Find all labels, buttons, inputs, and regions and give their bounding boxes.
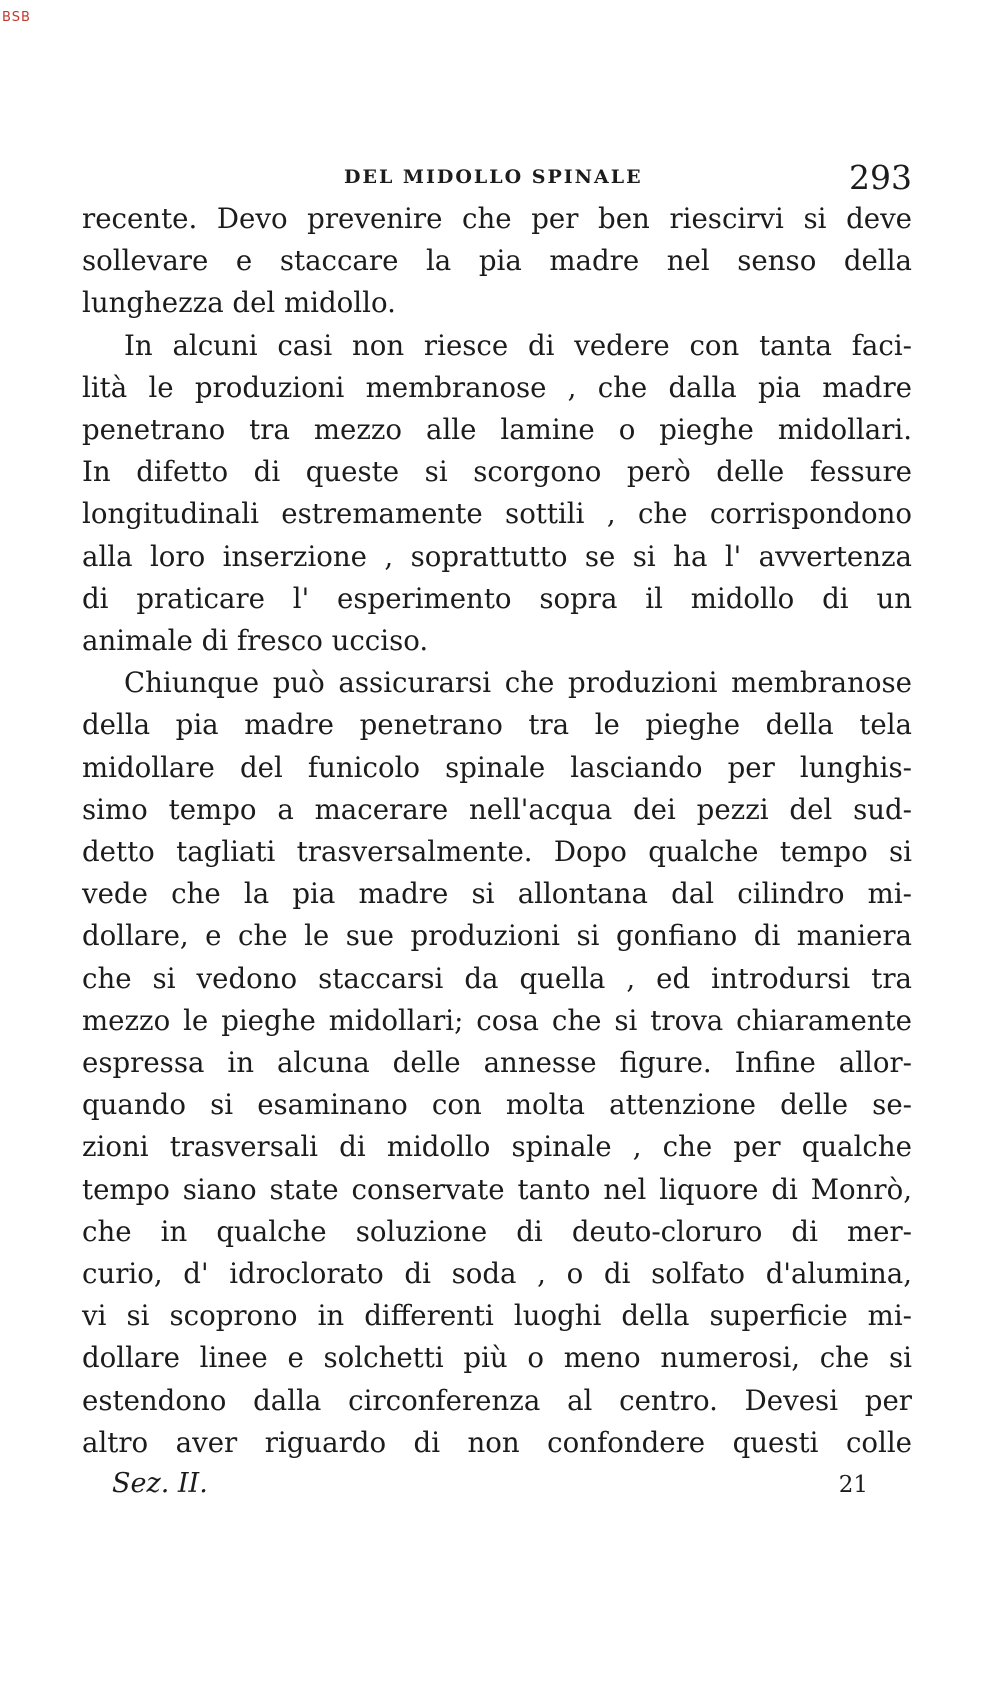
running-head: DEL MIDOLLO SPINALE	[344, 166, 643, 188]
text-line: detto tagliati trasversalmente. Dopo qualche tempo si	[82, 835, 912, 869]
text-line: vede che la pia madre si allontana dal cilindro mi-	[82, 877, 912, 911]
text-line: simo tempo a macerare nell'acqua dei pezzi del sud-	[82, 792, 912, 826]
signature-number: 21	[838, 1472, 868, 1499]
text-line: dollare linee e solchetti più o meno numerosi, che si	[82, 1341, 912, 1375]
page-header	[82, 158, 912, 198]
text-line: di praticare l' esperimento sopra il midollo di un	[82, 581, 912, 615]
text-line: longitudinali estremamente sottili , che corrispondono	[82, 497, 912, 531]
text-line: espressa in alcuna delle annesse figure. Infine allor-	[82, 1046, 912, 1080]
text-line: mezzo le pieghe midollari; cosa che si trova chiaramente	[82, 1003, 912, 1037]
text-line: sollevare e staccare la pia madre nel senso della	[82, 244, 912, 278]
page-footer	[82, 1468, 912, 1508]
text-line: alla loro inserzione , soprattutto se si ha l' avvertenza	[82, 539, 912, 573]
text-line: midollare del funicolo spinale lasciando per lunghis-	[82, 750, 912, 784]
text-line: che in qualche soluzione di deuto-cloruro di mer-	[82, 1214, 912, 1248]
text-line: curio, d' idroclorato di soda , o di solfato d'alumina,	[82, 1257, 912, 1291]
page-number: 293	[849, 158, 912, 197]
text-line: penetrano tra mezzo alle lamine o pieghe midollari.	[82, 413, 912, 447]
text-line: della pia madre penetrano tra le pieghe della tela	[82, 708, 912, 742]
text-line: estendono dalla circonferenza al centro. Devesi per	[82, 1383, 912, 1417]
text-line: In difetto di queste si scorgono però delle fessure	[82, 455, 912, 489]
library-stamp: BSB	[2, 10, 31, 25]
text-line: quando si esaminano con molta attenzione delle se-	[82, 1088, 912, 1122]
text-line: che si vedono staccarsi da quella , ed introdursi tra	[82, 961, 912, 995]
text-line: tempo siano state conservate tanto nel liquore di Monrò,	[82, 1172, 912, 1206]
text-line: altro aver riguardo di non confondere questi colle	[82, 1425, 912, 1459]
text-line: lità le produzioni membranose , che dalla pia madre	[82, 370, 912, 404]
text-line: animale di fresco ucciso.	[82, 624, 429, 658]
text-line: dollare, e che le sue produzioni si gonfiano di maniera	[82, 919, 912, 953]
text-line: recente. Devo prevenire che per ben riescirvi si deve	[82, 202, 912, 235]
text-line: In alcuni casi non riesce di vedere con tanta faci-	[124, 328, 912, 362]
text-line: vi si scoprono in differenti luoghi della superficie mi-	[82, 1299, 912, 1333]
paragraph-continuation	[82, 198, 912, 325]
text-line: lunghezza del midollo.	[82, 286, 396, 320]
signature-mark: Sez. II.	[112, 1468, 208, 1500]
book-page	[82, 158, 912, 1508]
body-text	[82, 198, 912, 1464]
paragraph-maceration	[82, 662, 912, 1464]
text-line: Chiunque può assicurarsi che produzioni membranose	[124, 666, 912, 700]
paragraph-membranes	[82, 325, 912, 663]
text-line: zioni trasversali di midollo spinale , che per qualche	[82, 1130, 912, 1164]
